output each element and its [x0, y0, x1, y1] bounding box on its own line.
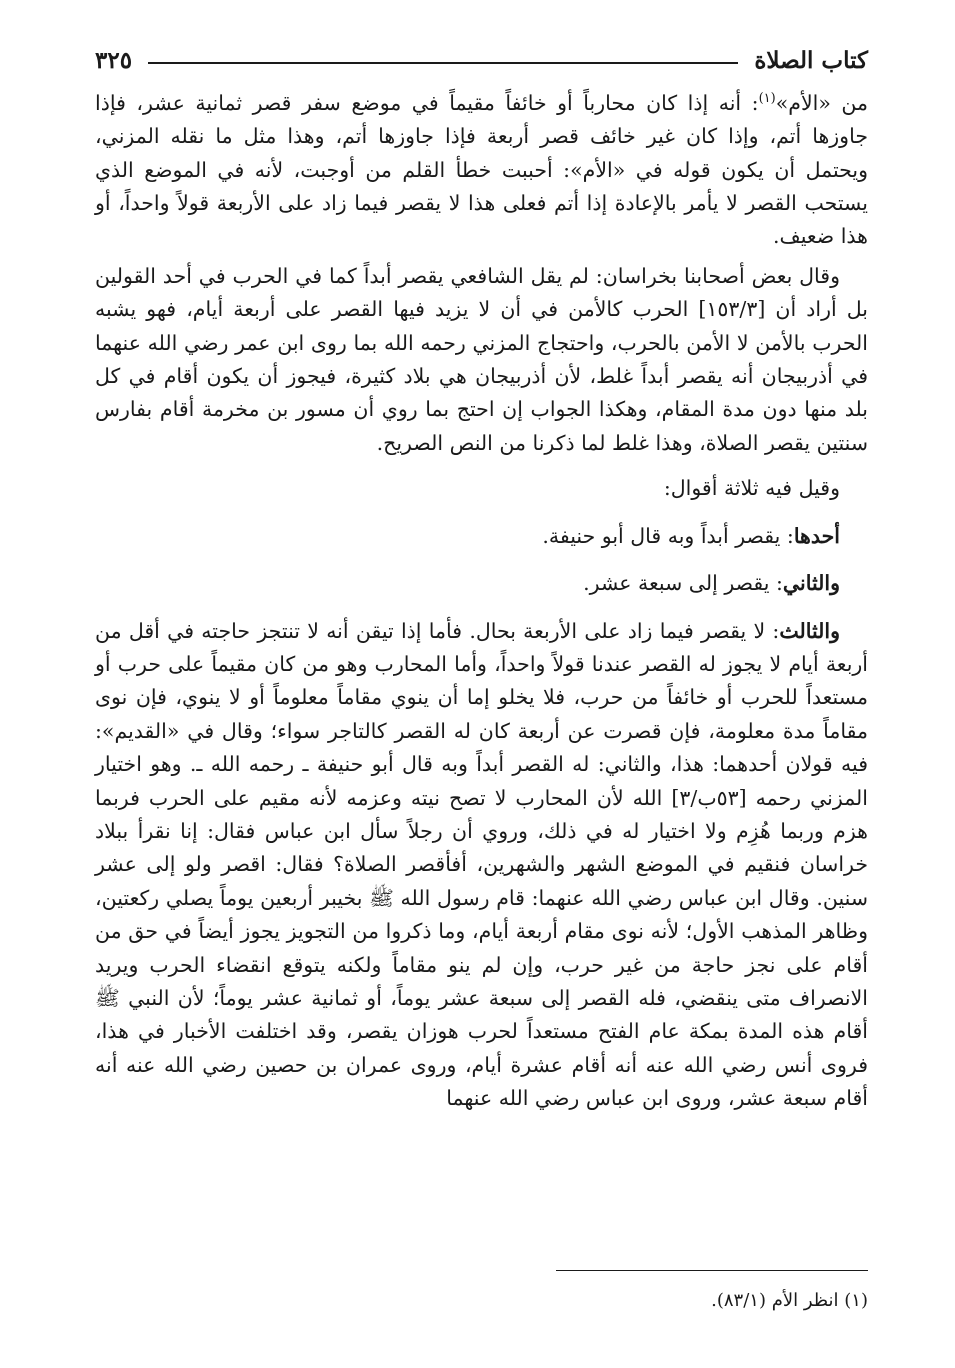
paragraph-6-text: : لا يقصر فيما زاد على الأربعة بحال. فأما إذا تيقن أنه لا تنتجز حاجته في أقل من أربعة أيام لا يجوز له القصر عندنا قولاً واحداً، وأما المحارب وهو من كان مقيماً على حرب أو مستعداً للحرب أو خائفاً من حرب، فلا يخلو إما أن ينوي مقاماً معلوماً أو لا ينوي، فإن نوى مقاماً مدة معلومة، فإن قصرت عن أربعة كان له القصر كالتاجر سواء؛ وقال في «القديم»: فيه قولان أحدهما: هذا، والثاني: له القصر أبداً وبه قال أبو حنيفة ـ رحمه الله ـ. وهو اختيار المزني رحمه [٥٣ب/٣] الله لأن المحارب لا تصح نيته وعزمه لأنه مقيم على الحرب فربما هزم وربما هُزِم ولا اختيار له في ذلك، وروي أن رجلاً سأل ابن عباس فقال: إنا نقرأ ببلاد خراسان فنقيم في الموضع الشهر والشهرين، أفأقصر الصلاة؟ فقال: اقصر ولو إلى عشر سنين. وقال ابن عباس رضي الله عنهما: قام رسول الله ﷺ بخيبر أربعين يوماً يصلي ركعتين، وظاهر المذهب الأول؛ لأنه نوى مقام أربعة أيام، وما ذكروا من التجويز يجوز أيضاً في حق من أقام على نجز حاجة من غير حرب، وإن لم ينو مقاماً ولكنه يتوقع انقضاء الحرب ويريد الانصراف متى ينقضي، فله القصر إلى سبعة عشر يوماً، أو ثمانية عشر يوماً؛ لأن النبي ﷺ أقام هذه المدة بمكة عام الفتح مستعداً لحرب هوزان يقصر، وقد اختلفت الأخبار في هذا، فروى أنس رضي الله عنه أنه أقام عشرة أيام، وروى عمران بن حصين رضي الله عنه أنه أقام سبعة عشر، وروى ابن عباس رضي الله عنهما	[95, 618, 868, 1111]
paragraph-4-text: : يقصر أبداً وبه قال أبو حنيفة.	[542, 523, 794, 548]
page-body	[95, 82, 868, 1116]
paragraph-1	[95, 82, 868, 254]
chapter-title: كتاب الصلاة	[754, 46, 868, 74]
paragraph-4-lead: أحدها	[793, 523, 840, 548]
footnote-separator	[556, 1270, 868, 1271]
footnote-marker[interactable]: (١)	[758, 91, 776, 106]
paragraph-3: وقيل فيه ثلاثة أقوال:	[663, 476, 840, 501]
footnote: (١) انظر الأم (٨٣/١).	[711, 1290, 868, 1311]
paragraph-2: وقال بعض أصحابنا بخراسان: لم يقل الشافعي يقصر أبداً كما في الحرب في أحد القولين بل أراد أن [١٥٣/٣] الحرب كالأمن في أن لا يزيد فيها القصر على أربعة أيام، فهو يشبه الحرب بالأمن لا الأمن بالحرب، واحتجاج المزني رحمه الله بما روى ابن عمر رضي الله عنهما في أذربيجان أنه يقصر أبداً غلط، لأن أذربيجان هي بلاد كثيرة، فيجوز أن يكون أقام في كل بلد منها دون مدة المقام، وهكذا الجواب إن احتج بما روي أن مسور بن مخرمة أقام بفارس سنتين يقصر الصلاة، وهذا غلط لما ذكرنا من النص الصريح.	[95, 263, 868, 455]
paragraph-6	[95, 615, 868, 1116]
paragraph-4	[95, 520, 868, 553]
paragraph-1-start: من «الأم»	[775, 90, 868, 115]
paragraph-5	[95, 567, 868, 600]
paragraph-6-lead: والثالث	[779, 618, 840, 643]
running-header	[95, 38, 868, 82]
page-number: ٣٢٥	[95, 46, 133, 74]
paragraph-1-rest: : أنه إذا كان محارباً أو خائفاً مقيماً في موضع سفر قصر ثمانية عشر، فإذا جاوزها أتم، وإذا كان غير خائف قصر أربعة فإذا جاوزها أتم، وهذا مثل ما نقله المزني، ويحتمل أن يكون قوله في «الأم»: أحببت خطأ القلم من أوجبت، لأنه في الموضع الذي يستحب القصر لا يأمر بالإعادة إذا أتم فعلى هذا لا يقصر فيما زاد على الأربعة قولاً واحداً، أو هذا ضعيف.	[95, 90, 868, 249]
book-page	[95, 38, 868, 1338]
paragraph-5-text: : يقصر إلى سبعة عشر.	[583, 571, 783, 596]
paragraph-5-lead: والثاني	[782, 571, 840, 596]
header-rule	[148, 62, 738, 64]
